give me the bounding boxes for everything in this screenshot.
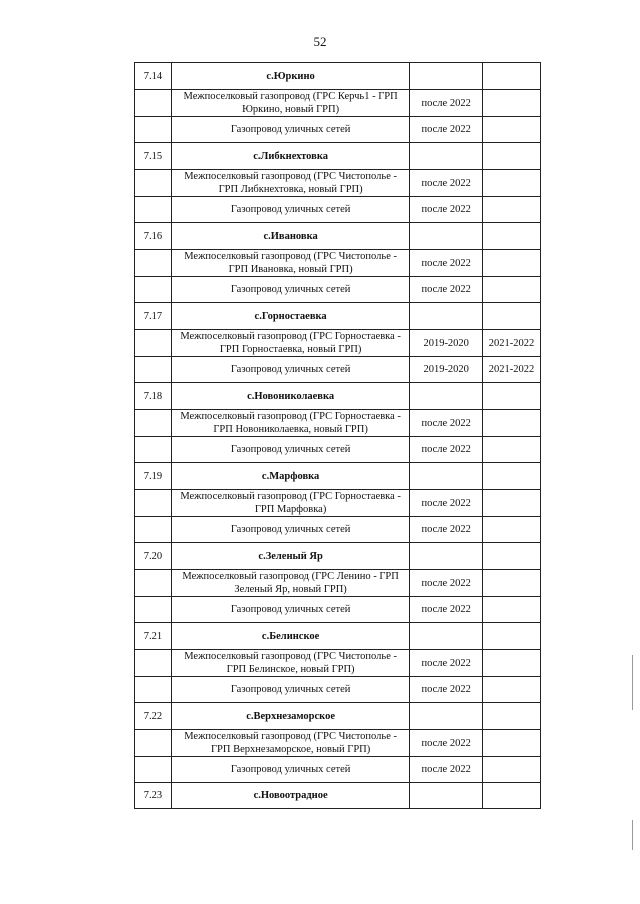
- period-end: [483, 757, 541, 783]
- period-end: 2021-2022: [483, 330, 541, 357]
- empty-cell: [135, 437, 172, 463]
- gas-pipeline-table: [134, 62, 541, 809]
- section-number: 7.19: [135, 463, 172, 490]
- section-number: 7.17: [135, 303, 172, 330]
- empty-cell: [135, 650, 172, 677]
- scan-artifact-mark: [632, 820, 633, 850]
- table-row: [135, 490, 541, 517]
- period-end: [483, 677, 541, 703]
- empty-cell: [410, 223, 483, 250]
- empty-cell: [410, 303, 483, 330]
- section-number: 7.14: [135, 63, 172, 90]
- section-number: 7.15: [135, 143, 172, 170]
- empty-cell: [410, 143, 483, 170]
- period-start: после 2022: [410, 570, 483, 597]
- empty-cell: [135, 410, 172, 437]
- empty-cell: [410, 63, 483, 90]
- period-end: [483, 170, 541, 197]
- table-row: [135, 117, 541, 143]
- empty-cell: [135, 330, 172, 357]
- period-start: после 2022: [410, 730, 483, 757]
- period-start: после 2022: [410, 597, 483, 623]
- table-row: [135, 357, 541, 383]
- table-row: [135, 437, 541, 463]
- work-description: Межпоселковый газопровод (ГРС Керчь1 - ГРП Юркино, новый ГРП): [171, 90, 409, 117]
- work-description: Газопровод уличных сетей: [171, 757, 409, 783]
- section-header-row: [135, 703, 541, 730]
- empty-cell: [410, 543, 483, 570]
- empty-cell: [410, 623, 483, 650]
- empty-cell: [483, 223, 541, 250]
- period-start: после 2022: [410, 650, 483, 677]
- period-start: после 2022: [410, 277, 483, 303]
- table-row: [135, 677, 541, 703]
- period-end: [483, 650, 541, 677]
- period-start: после 2022: [410, 517, 483, 543]
- period-end: [483, 517, 541, 543]
- table-row: [135, 250, 541, 277]
- empty-cell: [135, 277, 172, 303]
- empty-cell: [483, 143, 541, 170]
- empty-cell: [135, 117, 172, 143]
- work-description: Газопровод уличных сетей: [171, 517, 409, 543]
- period-start: 2019-2020: [410, 357, 483, 383]
- period-start: после 2022: [410, 90, 483, 117]
- section-header-row: [135, 63, 541, 90]
- section-header-row: [135, 543, 541, 570]
- empty-cell: [135, 170, 172, 197]
- section-number: 7.23: [135, 783, 172, 809]
- empty-cell: [410, 383, 483, 410]
- period-end: [483, 277, 541, 303]
- table-row: [135, 570, 541, 597]
- work-description: Газопровод уличных сетей: [171, 117, 409, 143]
- work-description: Газопровод уличных сетей: [171, 597, 409, 623]
- period-start: после 2022: [410, 677, 483, 703]
- table-row: [135, 170, 541, 197]
- empty-cell: [483, 63, 541, 90]
- period-start: после 2022: [410, 757, 483, 783]
- empty-cell: [135, 250, 172, 277]
- settlement-name: с.Юркино: [171, 63, 409, 90]
- period-end: 2021-2022: [483, 357, 541, 383]
- work-description: Межпоселковый газопровод (ГРС Чистополье - ГРП Белинское, новый ГРП): [171, 650, 409, 677]
- section-header-row: [135, 463, 541, 490]
- empty-cell: [135, 357, 172, 383]
- period-start: после 2022: [410, 117, 483, 143]
- period-start: после 2022: [410, 250, 483, 277]
- empty-cell: [135, 570, 172, 597]
- section-header-row: [135, 143, 541, 170]
- section-number: 7.20: [135, 543, 172, 570]
- period-end: [483, 90, 541, 117]
- table-row: [135, 197, 541, 223]
- empty-cell: [135, 90, 172, 117]
- settlement-name: с.Либкнехтовка: [171, 143, 409, 170]
- period-end: [483, 117, 541, 143]
- section-number: 7.22: [135, 703, 172, 730]
- work-description: Межпоселковый газопровод (ГРС Горностаевка - ГРП Новониколаевка, новый ГРП): [171, 410, 409, 437]
- settlement-name: с.Новониколаевка: [171, 383, 409, 410]
- empty-cell: [483, 783, 541, 809]
- empty-cell: [135, 490, 172, 517]
- empty-cell: [483, 383, 541, 410]
- settlement-name: с.Белинское: [171, 623, 409, 650]
- section-header-row: [135, 623, 541, 650]
- empty-cell: [483, 543, 541, 570]
- settlement-name: с.Ивановка: [171, 223, 409, 250]
- period-start: после 2022: [410, 197, 483, 223]
- table-row: [135, 410, 541, 437]
- work-description: Газопровод уличных сетей: [171, 437, 409, 463]
- empty-cell: [410, 783, 483, 809]
- section-header-row: [135, 783, 541, 809]
- section-header-row: [135, 303, 541, 330]
- empty-cell: [135, 757, 172, 783]
- period-start: 2019-2020: [410, 330, 483, 357]
- scan-artifact-mark: [632, 655, 633, 710]
- period-start: после 2022: [410, 170, 483, 197]
- empty-cell: [483, 463, 541, 490]
- period-end: [483, 410, 541, 437]
- settlement-name: с.Верхнезаморское: [171, 703, 409, 730]
- section-number: 7.21: [135, 623, 172, 650]
- empty-cell: [135, 730, 172, 757]
- period-end: [483, 250, 541, 277]
- empty-cell: [135, 597, 172, 623]
- period-end: [483, 597, 541, 623]
- page-number: 52: [313, 34, 327, 49]
- section-number: 7.16: [135, 223, 172, 250]
- section-header-row: [135, 223, 541, 250]
- empty-cell: [483, 303, 541, 330]
- settlement-name: с.Горностаевка: [171, 303, 409, 330]
- work-description: Газопровод уличных сетей: [171, 197, 409, 223]
- table-row: [135, 517, 541, 543]
- work-description: Межпоселковый газопровод (ГРС Горностаевка - ГРП Горностаевка, новый ГРП): [171, 330, 409, 357]
- table-row: [135, 650, 541, 677]
- empty-cell: [135, 517, 172, 543]
- table-row: [135, 330, 541, 357]
- period-end: [483, 437, 541, 463]
- table-row: [135, 597, 541, 623]
- table-row: [135, 277, 541, 303]
- settlement-name: с.Зеленый Яр: [171, 543, 409, 570]
- work-description: Межпоселковый газопровод (ГРС Чистополье - ГРП Верхнезаморское, новый ГРП): [171, 730, 409, 757]
- empty-cell: [135, 197, 172, 223]
- work-description: Газопровод уличных сетей: [171, 277, 409, 303]
- period-start: после 2022: [410, 437, 483, 463]
- empty-cell: [410, 463, 483, 490]
- settlement-name: с.Новоотрадное: [171, 783, 409, 809]
- work-description: Газопровод уличных сетей: [171, 677, 409, 703]
- empty-cell: [483, 703, 541, 730]
- period-start: после 2022: [410, 410, 483, 437]
- section-header-row: [135, 383, 541, 410]
- period-end: [483, 570, 541, 597]
- work-description: Межпоселковый газопровод (ГРС Чистополье - ГРП Ивановка, новый ГРП): [171, 250, 409, 277]
- empty-cell: [483, 623, 541, 650]
- settlement-name: с.Марфовка: [171, 463, 409, 490]
- work-description: Межпоселковый газопровод (ГРС Чистополье - ГРП Либкнехтовка, новый ГРП): [171, 170, 409, 197]
- period-start: после 2022: [410, 490, 483, 517]
- period-end: [483, 730, 541, 757]
- period-end: [483, 490, 541, 517]
- table-row: [135, 730, 541, 757]
- work-description: Газопровод уличных сетей: [171, 357, 409, 383]
- work-description: Межпоселковый газопровод (ГРС Ленино - ГРП Зеленый Яр, новый ГРП): [171, 570, 409, 597]
- section-number: 7.18: [135, 383, 172, 410]
- empty-cell: [410, 703, 483, 730]
- table-row: [135, 757, 541, 783]
- period-end: [483, 197, 541, 223]
- empty-cell: [135, 677, 172, 703]
- work-description: Межпоселковый газопровод (ГРС Горностаевка - ГРП Марфовка): [171, 490, 409, 517]
- table-row: [135, 90, 541, 117]
